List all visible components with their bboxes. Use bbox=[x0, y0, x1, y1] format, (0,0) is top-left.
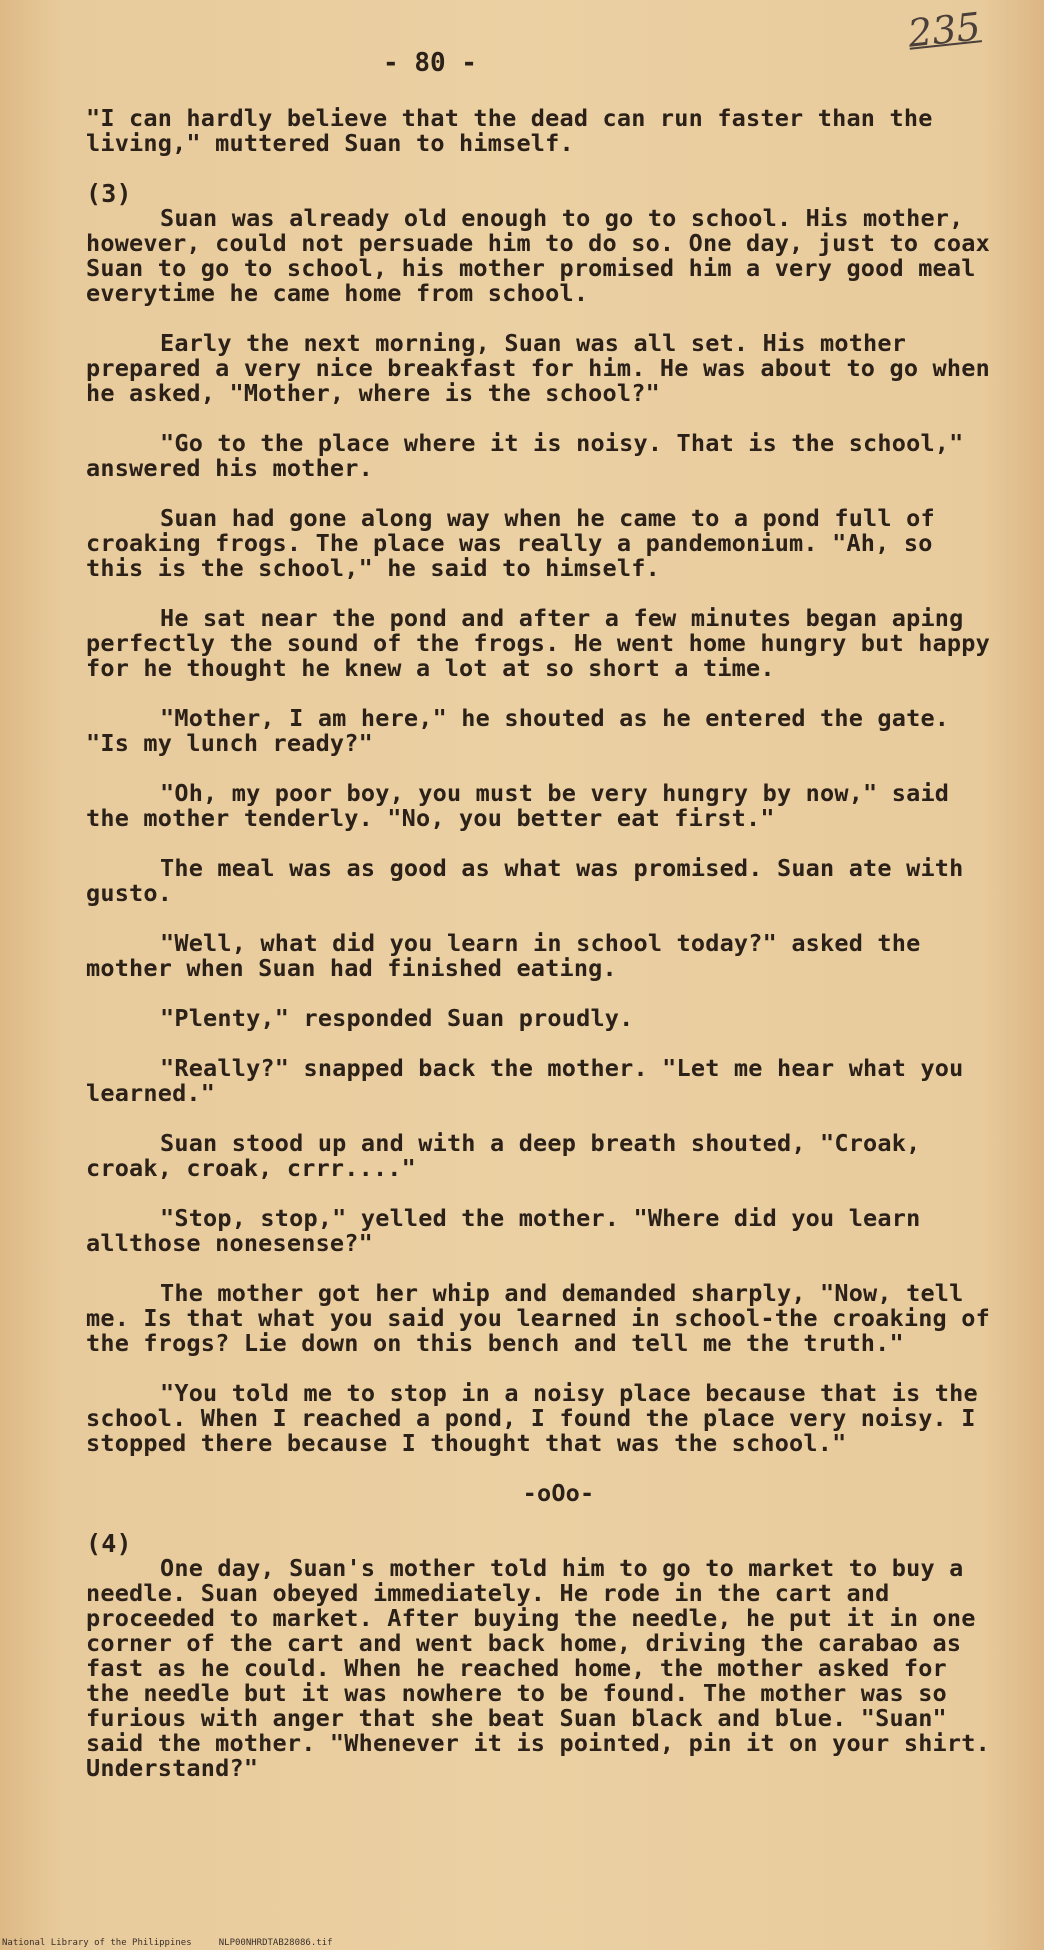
paragraph: "Plenty," responded Suan proudly. bbox=[160, 1004, 634, 1032]
paragraph: He sat near the pond and after a few minutes began aping perfectly the sound of the frogs. He went home hungry but happy for he thought he knew a lot at so short a time. bbox=[86, 604, 1005, 682]
paragraph: "Really?" snapped back the mother. "Let me hear what you learned." bbox=[86, 1054, 978, 1107]
paragraph: "I can hardly believe that the dead can run faster than the living," muttered Suan to himself. bbox=[86, 104, 947, 157]
paragraph: Suan stood up and with a deep breath shouted, "Croak, croak, croak, crrr...." bbox=[86, 1129, 935, 1182]
paragraph: "Well, what did you learn in school today?" asked the mother when Suan had finished eating. bbox=[86, 929, 935, 982]
paragraph: "You told me to stop in a noisy place because that is the school. When I reached a pond, I found the place very noisy. I stopped there because I thought that was the school." bbox=[86, 1379, 993, 1457]
paragraph: The mother got her whip and demanded sharply, "Now, tell me. Is that what you said you learned in school-the croaking of the frogs? Lie down on this bench and tell me the truth." bbox=[86, 1279, 1005, 1357]
paragraph: One day, Suan's mother told him to go to market to buy a needle. Suan obeyed immediately. He rode in the cart and proceeded to market. After buying the needle, he put it in one corner of the cart and went back home, driving the carabao as fast as he could. When he reached home, the mother asked for the needle but it was nowhere to be found. The mother was so furious with anger that she beat Suan black and blue. "Suan" said the mother. "Whenever it is pointed, pin it on your shirt. Understand?" bbox=[86, 1554, 1005, 1782]
section-marker: (3) bbox=[86, 179, 132, 208]
paragraph: Early the next morning, Suan was all set. His mother prepared a very nice breakfast for him. He was about to go when he asked, "Mother, where is the school?" bbox=[86, 329, 1005, 407]
page-stamp: 235 bbox=[905, 4, 983, 56]
section-marker: (4) bbox=[86, 1529, 132, 1558]
paragraph: "Go to the place where it is noisy. That is the school," answered his mother. bbox=[86, 429, 978, 482]
page-number: - 80 - bbox=[383, 48, 477, 78]
paragraph: Suan had gone along way when he came to a pond full of croaking frogs. The place was really a pandemonium. "Ah, so this is the school," he said to himself. bbox=[86, 504, 950, 582]
paragraph: "Mother, I am here," he shouted as he entered the gate. "Is my lunch ready?" bbox=[86, 704, 964, 757]
section-divider: -oOo- bbox=[522, 1479, 595, 1507]
paragraph: "Stop, stop," yelled the mother. "Where did you learn allthose nonesense?" bbox=[86, 1204, 935, 1257]
paragraph: Suan was already old enough to go to school. His mother, however, could not persuade him to do so. One day, just to coax Suan to go to school, his mother promised him a very good meal everytime he came home from school. bbox=[86, 204, 1005, 307]
paragraph: The meal was as good as what was promised. Suan ate with gusto. bbox=[86, 854, 978, 907]
paragraph: "Oh, my poor boy, you must be very hungry by now," said the mother tenderly. "No, you better eat first." bbox=[86, 779, 964, 832]
document-body bbox=[86, 104, 1005, 1806]
archive-footer: National Library of the Philippines NLP00NHRDTAB28086.tif bbox=[2, 1938, 333, 1948]
